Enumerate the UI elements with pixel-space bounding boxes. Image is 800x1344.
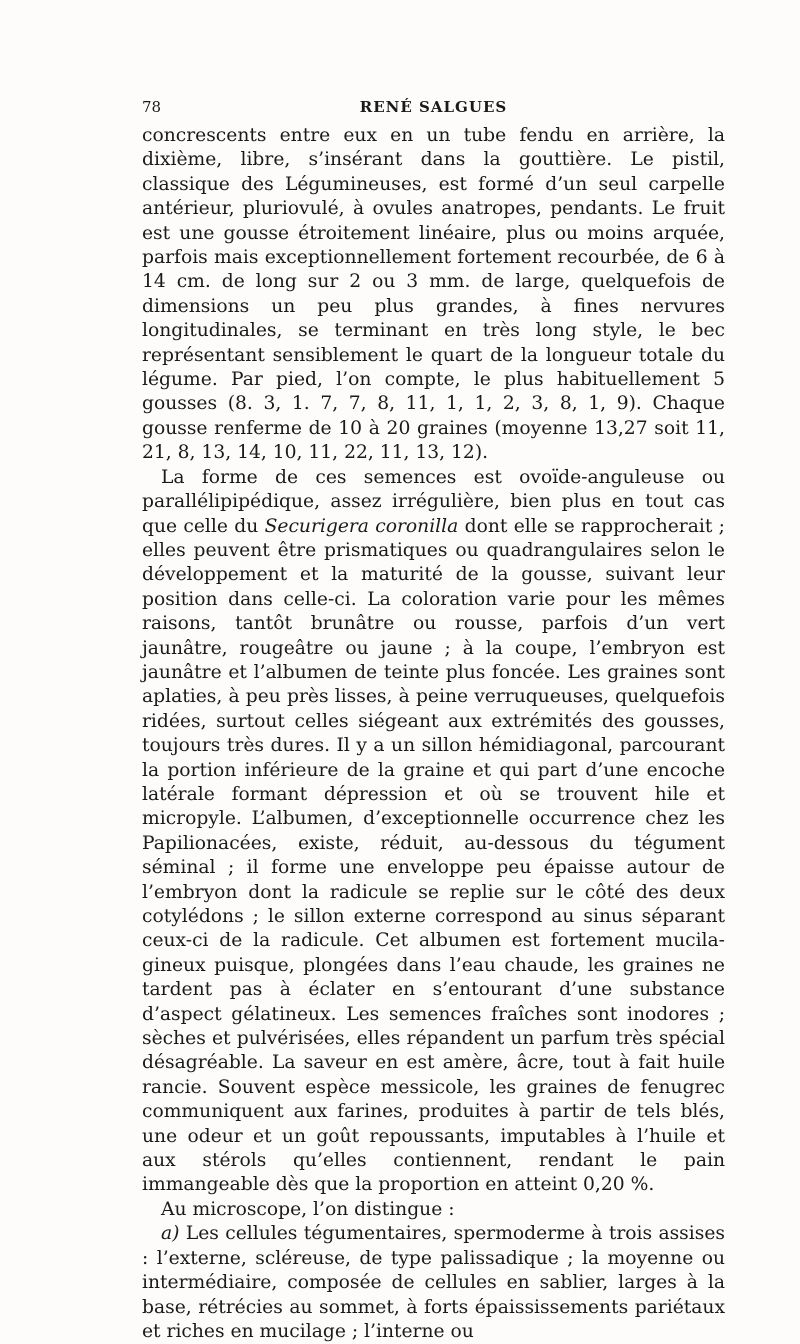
- running-head: RENÉ SALGUES: [359, 98, 508, 116]
- list-marker: a): [161, 1223, 180, 1245]
- paragraph-tegument-cells: a) Les cellules tégumentaires, spermoderme à trois assises : l’externe, scléreuse, de type palissadique ; la moyenne ou intermédiaire, composée de cellules en sablier, larges à la base, rétrécies au sommet, à forts épaississements pariétaux et riches en mucilage ; l’interne ou: [142, 1223, 725, 1342]
- page-number: 78: [142, 98, 162, 116]
- seed-text-start: La forme de ces semences est ovoïde-anguleuse ou parallélipipédique, assez irrégulière, bien plus en tout cas que celle du: [142, 466, 725, 537]
- page-body: [142, 124, 725, 1344]
- paragraph-microscope-intro: Au microscope, l’on distingue :: [161, 1198, 455, 1220]
- paragraph-continuation: concrescents entre eux en un tube fendu en arrière, la dixième, libre, s’insérant dans la gouttière. Le pistil, classique des Légumineuses, est formé d’un seul carpelle antérieur, pluriovulé, à ovules anatropes, pendants. Le fruit est une gousse étroitement linéaire, plus ou moins arquée, parfois mais exceptionnellement fortement recourbée, de 6 à 14 cm. de long sur 2 ou 3 mm. de large, quelquefois de dimensions un peu plus grandes, à fines nervures longitudinales, se terminant en très long style, le bec représentant sensiblement le quart de la longueur totale du légume. Par pied, l’on compte, le plus habituellement 5 gousses (8. 3, 1. 7, 7, 8, 11, 1, 1, 2, 3, 8, 1, 9). Chaque gousse renferme de 10 à 20 graines (moyenne 13,27 soit 11, 21, 8, 13, 14, 10, 11, 22, 11, 13, 12).: [142, 125, 725, 464]
- species-name: Securigera coronilla: [264, 515, 459, 537]
- paragraph-seed-description: [142, 466, 725, 1198]
- page-header: [142, 92, 725, 122]
- seed-text-rest: dont elle se rapprocherait ; elles peuvent être prismatiques ou quadrangulaires selon le développement et la maturité de la gousse, suivant leur position dans celle-ci. La coloration varie pour les mêmes raisons, tantôt brunâtre ou rousse, parfois d’un vert jaunâtre, rougeâtre ou jaune ; à la coupe, l’embryon est jaunâtre et l’albumen de teinte plus foncée. Les graines sont aplaties, à peu près lisses, à peine verruqueuses, quelquefois ridées, surtout celles siégeant aux extrémités des gousses, toujours très dures. Il y a un sillon hémidiagonal, parcourant la portion inférieure de la graine et qui part d’une encoche latérale formant dépression et où se trouvent hile et micropyle. L’albumen, d’exceptionnelle occurrence chez les Papilionacées, existe, réduit, au-dessous du tégument séminal ; il forme une enveloppe peu épaisse autour de l’embryon dont la radicule se replie sur le côté des deux cotylédons ; le sillon externe correspond au sinus séparant ceux-ci de la radicule. Cet albumen est fortement mucilagineux puisque, plongées dans l’eau chaude, les graines ne tardent pas à éclater en s’entourant d’une substance d’aspect gélatineux. Les semences fraîches sont inodores ; sèches et pulvérisées, elles répandent un parfum très spécial désagréable. La saveur en est amère, âcre, tout à fait huile rancie. Souvent espèce messicole, les graines de fenugrec communiquent aux farines, produites à partir de tels blés, une odeur et un goût repoussants, imputables à l’huile et aux stérols qu’elles contiennent, rendant le pain immangeable dès que la proportion en atteint 0,20 %.: [142, 515, 725, 1196]
- book-page: [142, 92, 725, 1344]
